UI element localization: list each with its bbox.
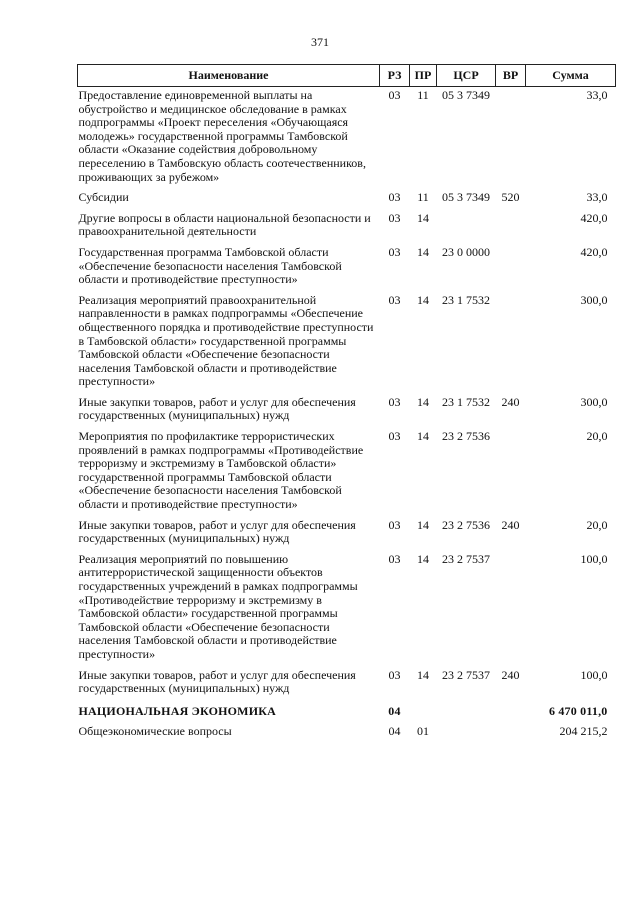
header-vr: ВР	[496, 65, 526, 87]
cell-csr: 23 1 7532	[442, 292, 490, 307]
table-row	[78, 294, 616, 396]
cell-vr	[496, 703, 526, 726]
table-row	[78, 191, 616, 212]
cell-rz: 03	[388, 429, 401, 444]
cell-csr: 23 2 7536	[442, 517, 490, 532]
cell-name: Иные закупки товаров, работ и услуг для обеспечения государственных (муниципальных) нужд	[78, 394, 356, 423]
cell-rz: 03	[388, 292, 401, 307]
table-row	[78, 703, 616, 726]
cell-name: Реализация мероприятий правоохранительной направленности в рамках подпрограммы «Обеспечение общественного порядка и противодействие преступности в Тамбовской области» государственной программы Тамбовской области «Обеспечение безопасности населения Тамбовской области и противодействие преступности»	[78, 292, 374, 389]
cell-rz: 03	[388, 551, 401, 566]
cell-name: Государственная программа Тамбовской области «Обеспечение безопасности населения Тамбовской области и противодействие преступности»	[78, 244, 342, 287]
cell-csr	[437, 703, 496, 726]
cell-sum: 300,0	[580, 394, 608, 409]
cell-vr	[496, 725, 526, 746]
cell-name: Мероприятия по профилактике террористических проявлений в рамках подпрограммы «Противодействие терроризму и экстремизму в Тамбовской области» государственной программы Тамбовской области «Обеспечение безопасности населения Тамбовской области и противодействие преступности»	[78, 429, 364, 512]
cell-vr: 240	[501, 667, 520, 682]
cell-csr: 05 3 7349	[442, 88, 490, 102]
table-row	[78, 246, 616, 294]
cell-sum: 20,0	[586, 429, 608, 444]
cell-pr: 14	[417, 244, 429, 259]
cell-pr: 01	[417, 724, 429, 739]
page-number: 371	[311, 35, 329, 49]
cell-pr: 14	[417, 667, 429, 682]
cell-sum: 420,0	[580, 244, 608, 259]
cell-name: Реализация мероприятий по повышению антитеррористической защищенности объектов государственных учреждений в рамках подпрограммы «Противодействие терроризму и экстремизму в Тамбовской области» государственной программы Тамбовской области «Обеспечение безопасности населения Тамбовской области и противодействие преступности»	[78, 551, 358, 661]
cell-name: Субсидии	[78, 190, 129, 205]
cell-vr	[496, 294, 526, 396]
cell-pr	[410, 703, 437, 726]
cell-pr: 11	[417, 88, 429, 102]
cell-pr: 14	[417, 517, 429, 532]
cell-csr: 23 0 0000	[442, 244, 490, 259]
cell-vr	[496, 212, 526, 246]
header-sum: Сумма	[526, 65, 616, 87]
cell-vr: 520	[501, 190, 520, 205]
cell-vr	[496, 246, 526, 294]
table-row	[78, 212, 616, 246]
cell-sum: 300,0	[580, 292, 608, 307]
table-row	[78, 519, 616, 553]
cell-vr	[496, 87, 526, 192]
cell-vr	[496, 430, 526, 519]
table-row	[78, 430, 616, 519]
cell-sum: 6 470 011,0	[548, 703, 608, 718]
cell-name: Общеэкономические вопросы	[78, 724, 232, 739]
table-row	[78, 725, 616, 746]
cell-sum: 33,0	[586, 190, 608, 205]
cell-sum: 100,0	[580, 667, 608, 682]
cell-rz: 03	[388, 667, 401, 682]
table-header-row	[78, 65, 616, 87]
cell-vr: 240	[501, 517, 520, 532]
cell-name: Предоставление единовременной выплаты на обустройство и медицинское обследование в рамках подпрограммы «Проект переселения «Обучающаяся молодежь» государственной программы Тамбовской области «Оказание содействия добровольному переселению в Тамбовскую область соотечественников, проживающих за рубежом»	[78, 88, 366, 184]
cell-rz: 03	[388, 394, 401, 409]
header-csr: ЦСР	[437, 65, 496, 87]
cell-sum: 33,0	[586, 88, 608, 102]
cell-rz: 03	[388, 210, 401, 225]
cell-rz: 03	[388, 190, 401, 205]
cell-pr: 14	[417, 394, 429, 409]
cell-csr	[437, 212, 496, 246]
cell-pr: 14	[417, 551, 429, 566]
cell-csr: 23 2 7537	[442, 667, 490, 682]
cell-name: НАЦИОНАЛЬНАЯ ЭКОНОМИКА	[78, 703, 277, 718]
cell-csr: 23 2 7536	[442, 429, 490, 444]
cell-sum: 204 215,2	[559, 724, 608, 739]
table-row	[78, 669, 616, 703]
cell-vr	[496, 553, 526, 669]
cell-rz: 03	[388, 244, 401, 259]
cell-sum: 100,0	[580, 551, 608, 566]
cell-csr: 23 2 7537	[442, 551, 490, 566]
header-pr: ПР	[410, 65, 437, 87]
budget-table	[77, 64, 616, 746]
cell-csr: 05 3 7349	[442, 190, 490, 205]
cell-sum: 20,0	[586, 517, 608, 532]
cell-pr: 14	[417, 210, 429, 225]
table-row	[78, 396, 616, 430]
table-row	[78, 553, 616, 669]
cell-pr: 11	[417, 190, 429, 205]
cell-name: Другие вопросы в области национальной безопасности и правоохранительной деятельности	[78, 210, 371, 239]
header-rz: РЗ	[380, 65, 410, 87]
cell-csr	[437, 725, 496, 746]
cell-pr: 14	[417, 292, 429, 307]
cell-csr: 23 1 7532	[442, 394, 490, 409]
cell-name: Иные закупки товаров, работ и услуг для обеспечения государственных (муниципальных) нужд	[78, 667, 356, 696]
header-name: Наименование	[78, 65, 380, 87]
table-row	[78, 87, 616, 192]
cell-rz: 03	[388, 88, 401, 102]
cell-rz: 03	[388, 517, 401, 532]
cell-name: Иные закупки товаров, работ и услуг для обеспечения государственных (муниципальных) нужд	[78, 517, 356, 546]
cell-pr: 14	[417, 429, 429, 444]
cell-vr: 240	[501, 394, 520, 409]
cell-rz: 04	[388, 724, 401, 739]
cell-sum: 420,0	[580, 210, 608, 225]
cell-rz: 04	[388, 703, 401, 718]
table-body	[78, 87, 616, 746]
